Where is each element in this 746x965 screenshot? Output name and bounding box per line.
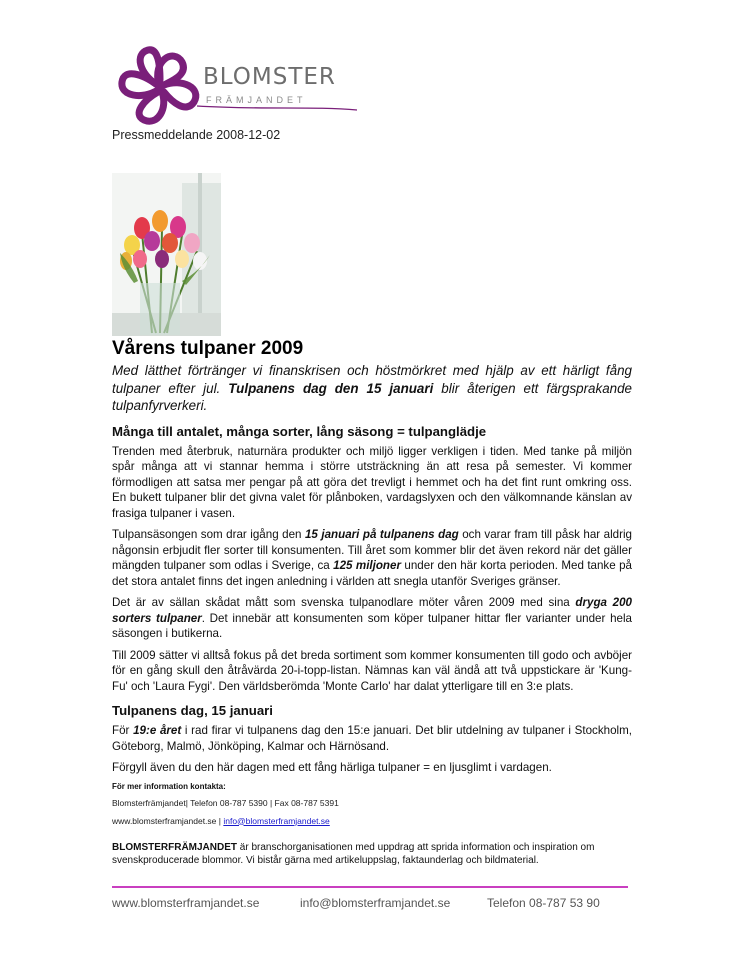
- footer-phone: Telefon 08-787 53 90: [487, 896, 600, 910]
- paragraph-1: Trenden med återbruk, naturnära produkter och miljö ligger verkligen i tiden. Med tanke på miljön spår många att vi stannar hemma i större utsträckning än att resa på semester. Vi kommer förmodligen att satsa mer pengar på att göra det trevligt i hemmet och ha det fint runt omkring oss. En bukett tulpaner blir det givna valet för plånboken, vardagslyxen och den välkomnande känslan av frasiga tulpaner i vasen.: [112, 444, 632, 520]
- p2-text-e: under den här korta perioden. Med tanke på det stora antalet finns det ingen anledning i världen att snegla utanför Sveriges gränser.: [112, 559, 632, 588]
- about-org-name: BLOMSTERFRÄMJANDET: [112, 841, 237, 853]
- logo-subtitle: FRÄMJANDET: [206, 95, 307, 105]
- about-text: är branschorganisationen med uppdrag att sprida information och inspiration om svenskproducerade blommor. Vi bistår gärna med artikeluppslag, faktaunderlag och bildmaterial.: [112, 841, 595, 866]
- paragraph-3: [112, 595, 632, 642]
- p5-highlight: 19:e året: [133, 724, 182, 737]
- footer-divider: [112, 886, 628, 888]
- paragraph-6: Förgyll även du den här dagen med ett fång härliga tulpaner = en ljusglimt i vardagen.: [112, 761, 552, 774]
- lead-text-1: Med lätthet förtränger vi finanskrisen och höstmörkret med hjälp av ett härligt fång tulpaner efter jul.: [112, 363, 632, 396]
- press-release-date: Pressmeddelande 2008-12-02: [112, 128, 281, 142]
- lead-paragraph: [112, 362, 632, 415]
- contact-web-line: [112, 815, 632, 827]
- p3-highlight: dryga 200 sorters tulpaner: [112, 596, 633, 625]
- p5-text-a: För: [112, 724, 130, 737]
- paragraph-5: [112, 723, 632, 754]
- article: [112, 338, 632, 867]
- contact-email-link[interactable]: info@blomsterframjandet.se: [223, 815, 330, 826]
- lead-text-2: blir återigen ett färgsprakande tulpanfyrverkeri.: [112, 380, 632, 413]
- logo-name: BLOMSTER: [203, 64, 336, 90]
- about-organization: [112, 841, 632, 867]
- paragraph-4: Till 2009 sätter vi alltså fokus på det breda sortiment som kommer konsumenten till godo och avböjer för en gång skull den åtråvärda 20-i-topp-listan. Nämnas kan väl ändå att två uppstickare är 'Kung-Fu' och 'Laura Fygi'. Den världsberömda 'Monte Carlo' har dalat ytterligare till en 3:e plats.: [112, 648, 632, 693]
- section-heading-2: Tulpanens dag, 15 januari: [112, 703, 273, 718]
- p2-highlight-date: 15 januari på tulpanens dag: [304, 528, 459, 541]
- p2-text-a: Tulpansäsongen som drar igång den: [112, 528, 302, 541]
- p2-text-c: och varar fram till påsk har aldrig någonsin erbjudit fler sorter till konsumenten. Till året som kommer blir det även rekord när det gäller mängden tulpaner som odlas i Sverige, ca: [112, 528, 632, 572]
- section-heading-1: Många till antalet, många sorter, lång säsong = tulpanglädje: [112, 423, 487, 439]
- contact-website: www.blomsterframjandet.se |: [112, 815, 224, 826]
- footer-website: www.blomsterframjandet.se: [112, 896, 260, 910]
- p3-text-c: . Det innebär att konsumenten som köper tulpaner hittar fler varianter under hela säsongen i butikerna.: [112, 611, 632, 640]
- footer-email: info@blomsterframjandet.se: [300, 896, 451, 910]
- p5-text-c: i rad firar vi tulpanens dag den 15:e januari. Det blir utdelning av tulpaner i Stockholm, Göteborg, Malmö, Jönköping, Kalmar och Härnösand.: [112, 724, 632, 753]
- tulip-photo: [112, 173, 221, 336]
- contact-line: Blomsterfrämjandet| Telefon 08-787 5390 | Fax 08-787 5391: [112, 797, 339, 808]
- p3-text-a: Det är av sällan skådat mått som svenska tulpanodlare möter våren 2009 med sina: [112, 596, 570, 609]
- contact-heading: För mer information kontakta:: [112, 781, 226, 791]
- paragraph-2: [112, 527, 632, 589]
- lead-highlight: Tulpanens dag den 15 januari: [228, 380, 434, 396]
- article-title: Vårens tulpaner 2009: [112, 338, 304, 359]
- p2-highlight-count: 125 miljoner: [333, 559, 401, 572]
